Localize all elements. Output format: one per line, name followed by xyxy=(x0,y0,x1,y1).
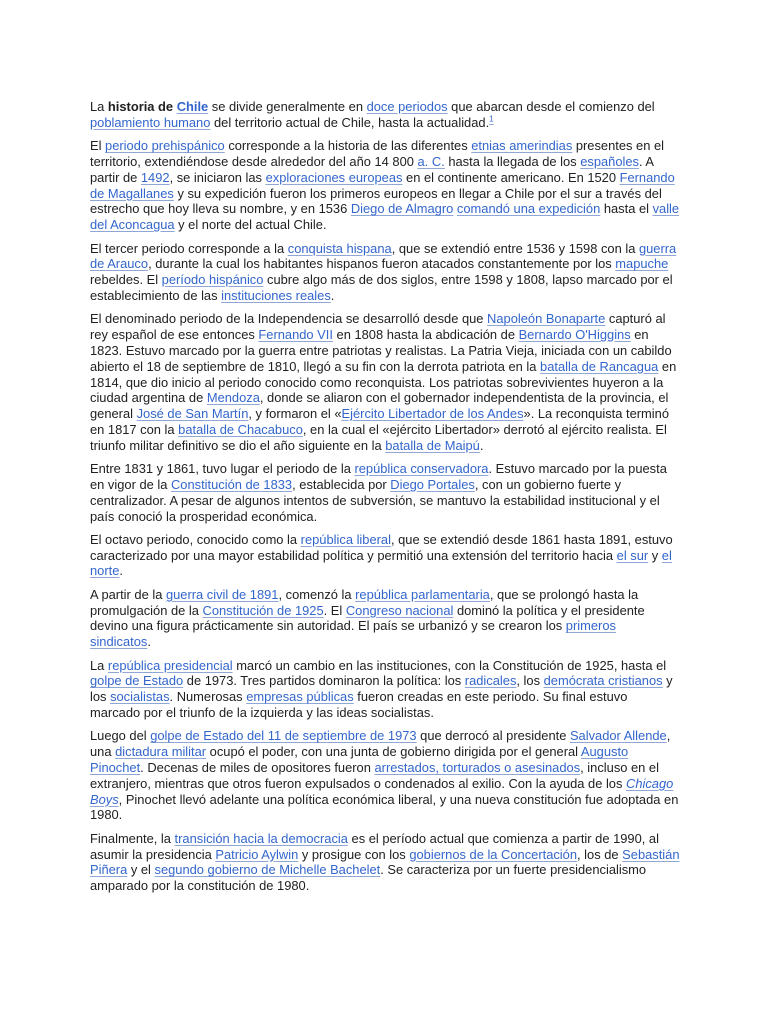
link-periodo-prehispanico[interactable]: periodo prehispánico xyxy=(105,138,225,154)
link-periodo-hispanico[interactable]: período hispánico xyxy=(161,272,264,288)
paragraph-independencia xyxy=(90,311,680,453)
text: , comenzó la xyxy=(278,586,356,602)
link-golpe-1973[interactable]: golpe de Estado del 11 de septiembre de 1973 xyxy=(150,728,417,744)
text: El tercer periodo corresponde a la xyxy=(90,240,288,256)
text: . xyxy=(330,287,335,303)
paragraph-conquista xyxy=(90,241,680,304)
link-gobiernos-concertacion[interactable]: gobiernos de la Concertación xyxy=(409,846,578,862)
link-conquista-hispana[interactable]: conquista hispana xyxy=(287,240,392,256)
link-jose-de-san-martin[interactable]: José de San Martín xyxy=(136,406,249,422)
text: La xyxy=(90,657,108,673)
paragraph-dictadura xyxy=(90,728,680,823)
link-constitucion-1925[interactable]: Constitución de 1925 xyxy=(202,602,324,618)
text: marcó un cambio en las instituciones, con la Constitución de 1925, hasta el xyxy=(232,657,667,673)
text: , en la cual el «ejército Libertador» derrotó al ejército realista. El triunfo militar definitivo se dio el año siguiente en la xyxy=(90,421,667,453)
link-bachelet[interactable]: segundo gobierno de Michelle Bachelet xyxy=(154,862,381,878)
link-napoleon-bonaparte[interactable]: Napoleón Bonaparte xyxy=(487,311,606,327)
link-fernando-de-magallanes[interactable]: Fernando de Magallanes xyxy=(90,169,675,201)
text: , donde se aliaron con el gobernador independentista de la provincia, el general xyxy=(90,390,669,422)
link-golpe-de-estado[interactable]: golpe de Estado xyxy=(90,673,184,689)
link-republica-liberal[interactable]: república liberal xyxy=(300,531,391,547)
text: El xyxy=(90,138,106,154)
link-etnias-amerindias[interactable]: etnias amerindias xyxy=(471,138,573,154)
text: A partir de la xyxy=(90,586,166,602)
text: . Numerosas xyxy=(169,689,247,705)
article-body xyxy=(90,99,680,902)
link-doce-periodos[interactable]: doce periodos xyxy=(366,99,448,114)
link-republica-presidencial[interactable]: república presidencial xyxy=(107,657,233,673)
link-exploraciones-europeas[interactable]: exploraciones europeas xyxy=(265,169,403,185)
link-poblamiento-humano[interactable]: poblamiento humano xyxy=(90,114,211,130)
paragraph-prehispanico xyxy=(90,138,680,233)
link-instituciones-reales[interactable]: instituciones reales xyxy=(221,287,331,303)
link-radicales[interactable]: radicales xyxy=(464,673,517,689)
text: y xyxy=(648,547,662,563)
link-transicion-democracia[interactable]: transición hacia la democracia xyxy=(174,830,348,846)
paragraph-republica-parlamentaria xyxy=(90,587,680,650)
text: hasta el xyxy=(600,201,653,217)
link-chile[interactable]: Chile xyxy=(176,99,209,114)
link-mendoza[interactable]: Mendoza xyxy=(206,390,260,406)
text: y el xyxy=(127,862,155,878)
text: , una xyxy=(90,728,671,760)
text: , durante la cual los habitantes hispanos fueron atacados constantemente por los xyxy=(148,256,616,272)
text: , establecida por xyxy=(292,476,391,492)
link-republica-conservadora[interactable]: república conservadora xyxy=(354,461,489,477)
text: en 1808 hasta la abdicación de xyxy=(332,327,519,343)
text: . xyxy=(147,634,151,650)
link-1492[interactable]: 1492 xyxy=(140,169,170,185)
text: hasta la llegada de los xyxy=(444,153,581,169)
link-congreso-nacional[interactable]: Congreso nacional xyxy=(345,602,454,618)
text: . El xyxy=(323,602,346,618)
text: , Pinochet llevó adelante una política económica liberal, y una nueva constitución fue adoptada en 1980. xyxy=(90,791,679,823)
text: se divide generalmente en xyxy=(208,99,367,114)
paragraph-transicion xyxy=(90,831,680,894)
text: de 1973. Tres partidos dominaron la política: los xyxy=(183,673,465,689)
link-chicago-boys[interactable]: Chicago Boys xyxy=(90,775,674,807)
link-arrestados-torturados[interactable]: arrestados, torturados o asesinados xyxy=(374,760,581,776)
link-augusto-pinochet[interactable]: Augusto Pinochet xyxy=(90,744,629,776)
text: en el continente americano. En 1520 xyxy=(402,169,620,185)
paragraph-republica-conservadora xyxy=(90,461,680,524)
text: y su expedición fueron los primeros europeos en llegar a Chile por el sur a través del estrecho que hoy lleva su nombre, y en 1536 xyxy=(90,185,662,217)
text: . A partir de xyxy=(90,153,654,185)
text: El denominado periodo de la Independencia se desarrolló desde que xyxy=(90,311,488,327)
reference-link-1[interactable]: 1 xyxy=(489,114,494,124)
text: Luego del xyxy=(90,728,151,744)
text: capturó al rey español de ese entonces xyxy=(90,311,666,343)
text: y el norte del actual Chile. xyxy=(174,217,327,233)
text: . Estuvo marcado por la puesta en vigor de la xyxy=(90,461,667,492)
link-el-norte[interactable]: el norte xyxy=(90,547,672,579)
link-guerra-civil-1891[interactable]: guerra civil de 1891 xyxy=(165,586,279,602)
link-socialistas[interactable]: socialistas xyxy=(110,689,170,705)
paragraph-republica-presidencial xyxy=(90,658,680,721)
text: , que se prolongó hasta la promulgación de la xyxy=(90,586,639,618)
text: es el período actual que comienza a partir de 1990, al asumir la presidencia xyxy=(90,830,659,862)
link-fernando-vii[interactable]: Fernando VII xyxy=(258,327,333,343)
link-ejercito-libertador[interactable]: Ejército Libertador de los Andes xyxy=(341,406,524,422)
link-salvador-allende[interactable]: Salvador Allende xyxy=(569,728,667,744)
link-batalla-de-maipu[interactable]: batalla de Maipú xyxy=(385,437,480,453)
text: ocupó el poder, con una junta de gobierno dirigida por el general xyxy=(206,744,581,760)
text: La xyxy=(90,99,108,114)
text: , los de xyxy=(577,846,623,862)
link-valle-del-aconcagua[interactable]: valle del Aconcagua xyxy=(90,201,680,233)
link-dictadura-militar[interactable]: dictadura militar xyxy=(115,744,207,760)
text: , que se extendió entre 1536 y 1598 con la xyxy=(391,240,639,256)
link-batalla-de-chacabuco[interactable]: batalla de Chacabuco xyxy=(178,421,303,437)
link-espanoles[interactable]: españoles xyxy=(580,153,639,169)
link-batalla-de-rancagua[interactable]: batalla de Rancagua xyxy=(540,358,659,374)
text: en 1814, que dio inicio al periodo conocido como reconquista. Los patriotas sobrevivientes huyeron a la ciudad argentina de xyxy=(90,358,677,406)
text: dominó la política y el presidente devino una figura prácticamente sin autoridad. El país se urbanizó y se crearon los xyxy=(90,602,645,634)
text: fueron creadas en este periodo. Su final estuvo marcado por el triunfo de la izquierda y las ideas socialistas. xyxy=(90,689,628,721)
text: . Se caracteriza por un fuerte presidencialismo amparado por la constitución de 1980. xyxy=(90,862,647,894)
text: ». La reconquista terminó en 1817 con la xyxy=(90,406,669,437)
text: y prosigue con los xyxy=(298,846,410,862)
text: , los xyxy=(516,673,544,689)
text: . xyxy=(119,563,123,579)
link-constitucion-1833[interactable]: Constitución de 1833 xyxy=(170,476,293,492)
paragraph-intro xyxy=(90,99,680,131)
link-comando-una-expedicion[interactable]: comandó una expedición xyxy=(456,201,601,217)
link-democrata-cristianos[interactable]: demócrata cristianos xyxy=(543,673,663,689)
bold-title: historia de xyxy=(107,99,177,114)
text: en 1823. Estuvo marcado por la guerra entre patriotas y realistas. La Patria Vieja, iniciada con un cabildo abierto el 18 de septiembre de 1810, llegó a su fin con la derrota patriota en la xyxy=(90,327,672,374)
text: Finalmente, la xyxy=(90,830,175,846)
text: del territorio actual de Chile, hasta la actualidad. xyxy=(210,114,490,130)
link-diego-de-almagro[interactable]: Diego de Almagro xyxy=(350,201,454,217)
text: presentes en el territorio, extendiéndose desde alrededor del año 14 800 xyxy=(90,138,664,169)
link-diego-portales[interactable]: Diego Portales xyxy=(390,476,475,492)
text: , con un gobierno fuerte y centralizador. A pesar de algunos intentos de subversión, se mantuvo la estabilidad institucional y el país conoció la prosperidad económica. xyxy=(90,476,660,524)
text: , se iniciaron las xyxy=(169,169,266,185)
link-bernardo-ohiggins[interactable]: Bernardo O'Higgins xyxy=(518,327,631,343)
link-patricio-aylwin[interactable]: Patricio Aylwin xyxy=(215,846,299,862)
text: El octavo periodo, conocido como la xyxy=(90,531,301,547)
link-ac[interactable]: a. C. xyxy=(417,153,445,169)
link-el-sur[interactable]: el sur xyxy=(616,547,649,563)
text: que derrocó al presidente xyxy=(416,728,570,744)
paragraph-republica-liberal xyxy=(90,532,680,579)
link-empresas-publicas[interactable]: empresas públicas xyxy=(246,689,354,705)
text: corresponde a la historia de las diferentes xyxy=(224,138,472,154)
text: que abarcan desde el comienzo del xyxy=(447,99,655,114)
text: , y formaron el « xyxy=(248,406,342,422)
text: . Decenas de miles de opositores fueron xyxy=(140,760,375,776)
link-mapuche[interactable]: mapuche xyxy=(615,256,669,272)
text: cubre algo más de dos siglos, entre 1598 y 1808, lapso marcado por el establecimiento de las xyxy=(90,272,673,303)
text: rebeldes. El xyxy=(90,272,162,288)
text: Entre 1831 y 1861, tuvo lugar el periodo de la xyxy=(90,461,355,477)
link-guerra-de-arauco[interactable]: guerra de Arauco xyxy=(90,240,677,272)
link-sebastian-pinera[interactable]: Sebastián Piñera xyxy=(90,846,680,878)
text: y los xyxy=(90,673,673,705)
link-primeros-sindicatos[interactable]: primeros sindicatos xyxy=(90,618,616,650)
link-republica-parlamentaria[interactable]: república parlamentaria xyxy=(355,586,490,602)
text: . xyxy=(479,437,484,453)
text: , que se extendió desde 1861 hasta 1891, estuvo caracterizado por una mayor estabilidad política y permitió una extensión del territorio hacia xyxy=(90,531,673,563)
text: , incluso en el extranjero, mientras que otros fueron expulsados o condenados al exilio. Con la ayuda de los xyxy=(90,760,659,791)
